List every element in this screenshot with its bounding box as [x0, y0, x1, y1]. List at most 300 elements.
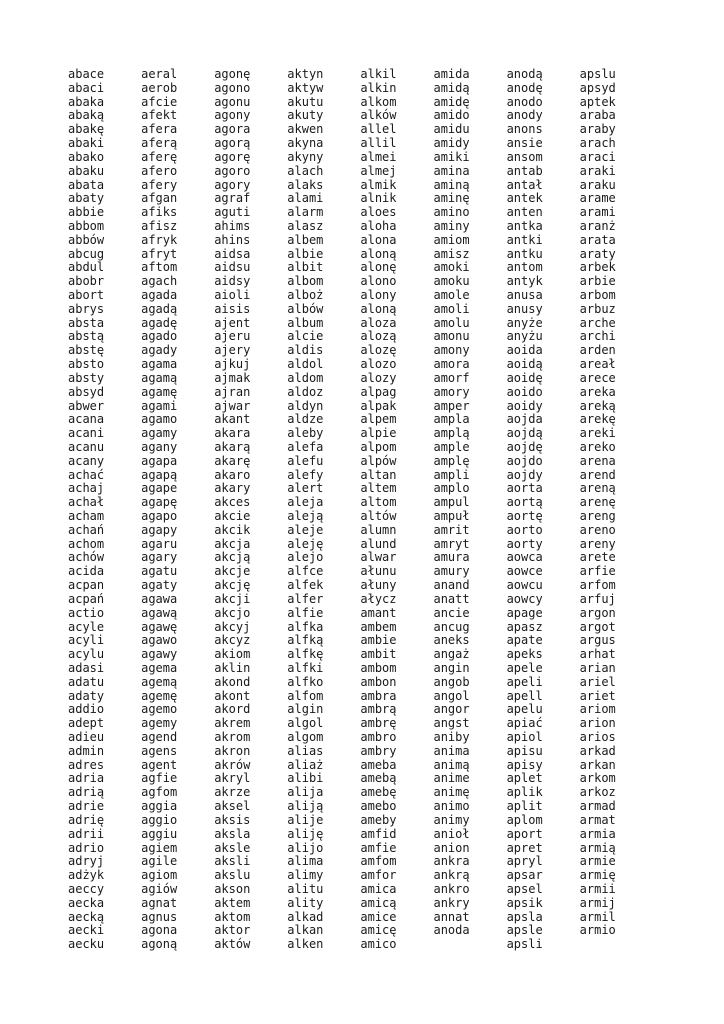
word-entry: alozą	[360, 329, 397, 344]
word-entry: abdul	[68, 260, 105, 275]
word-entry: akaro	[214, 467, 251, 482]
word-entry: amole	[433, 288, 470, 302]
word-entry: arfuj	[579, 591, 616, 606]
word-entry: amant	[360, 605, 397, 620]
word-entry: agfie	[141, 771, 178, 786]
word-entry: aloha	[360, 218, 397, 233]
word-entry: araty	[579, 246, 616, 261]
word-entry: acpań	[68, 591, 105, 606]
word-entry: alias	[287, 743, 324, 758]
word-entry: aktom	[214, 909, 251, 924]
word-entry: alfko	[287, 674, 324, 689]
word-entry: alaks	[287, 177, 324, 192]
word-entry: abakę	[68, 122, 105, 137]
word-entry: alono	[360, 274, 397, 289]
word-entry: ameba	[360, 757, 397, 772]
word-entry: altem	[360, 481, 397, 496]
word-entry: antom	[506, 260, 543, 275]
word-entry: apsle	[506, 923, 543, 938]
word-entry: amico	[360, 937, 397, 952]
word-entry: agany	[141, 439, 178, 454]
word-entry: acylu	[68, 647, 105, 662]
word-entry: achać	[68, 467, 105, 482]
word-entry: agado	[141, 329, 178, 344]
word-entry: akrem	[214, 716, 251, 731]
word-entry: agawę	[141, 619, 178, 634]
word-entry: alpów	[360, 453, 397, 468]
word-entry: abrys	[68, 301, 105, 316]
word-column	[580, 68, 653, 952]
word-entry: ality	[287, 895, 324, 910]
word-entry: aidsa	[214, 246, 251, 261]
word-entry: amiom	[433, 232, 470, 247]
word-entry: afgan	[141, 191, 178, 206]
word-entry: akuty	[287, 108, 324, 123]
word-entry: antab	[506, 163, 543, 178]
word-entry: agend	[141, 730, 178, 744]
word-entry: arkan	[579, 757, 616, 772]
word-entry: amicę	[360, 923, 397, 938]
word-entry: aksla	[214, 826, 251, 841]
word-entry: apage	[506, 605, 543, 620]
word-entry: acham	[68, 509, 105, 523]
word-entry: agaty	[141, 578, 178, 593]
word-entry: achów	[68, 550, 105, 565]
word-column	[141, 68, 214, 952]
word-entry: anusa	[506, 288, 543, 302]
word-entry: agema	[141, 660, 178, 675]
word-entry: amina	[433, 163, 470, 178]
word-entry: aranż	[579, 218, 616, 233]
word-entry: altan	[360, 467, 397, 482]
word-entry: aloza	[360, 315, 397, 330]
word-entry: aktem	[214, 895, 251, 910]
word-entry: akron	[214, 743, 251, 758]
word-entry: alijo	[287, 840, 324, 855]
word-entry: agona	[141, 923, 178, 938]
word-entry: arbie	[579, 274, 616, 289]
word-entry: akyny	[287, 149, 324, 164]
word-entry: agamy	[141, 426, 178, 441]
word-entry: armię	[579, 868, 616, 883]
word-entry: amora	[433, 357, 470, 372]
word-entry: areka	[579, 384, 616, 399]
word-entry: araby	[579, 122, 616, 137]
word-entry: anyże	[506, 315, 543, 330]
word-entry: agadę	[141, 315, 178, 330]
word-entry: alumn	[360, 522, 397, 537]
word-entry: akcyz	[214, 633, 251, 648]
word-entry: adżyk	[68, 868, 105, 883]
word-entry: algol	[287, 716, 324, 731]
word-entry: aplit	[506, 799, 543, 814]
word-entry: aktyn	[287, 67, 324, 81]
word-entry: alpem	[360, 412, 397, 427]
word-entry: abbie	[68, 205, 105, 220]
word-entry: akarę	[214, 453, 251, 468]
word-entry: agnat	[141, 895, 178, 910]
word-entry: amoli	[433, 301, 470, 316]
word-entry: arena	[579, 453, 616, 468]
word-entry: ajwar	[214, 398, 251, 413]
word-entry: alefa	[287, 439, 324, 454]
word-entry: alach	[287, 163, 324, 178]
word-entry: afryt	[141, 246, 178, 261]
word-entry: achań	[68, 522, 105, 537]
word-entry: amrit	[433, 522, 470, 537]
word-entry: alkan	[287, 923, 324, 938]
word-entry: adatu	[68, 674, 105, 689]
word-entry: aleję	[287, 536, 324, 551]
word-entry: anodę	[506, 80, 543, 95]
word-entry: agiem	[141, 840, 178, 855]
word-entry: alfek	[287, 578, 324, 593]
word-entry: ambrę	[360, 716, 397, 731]
word-entry: arach	[579, 136, 616, 151]
word-entry: aminą	[433, 177, 470, 192]
word-entry: amidu	[433, 122, 470, 137]
word-entry: algom	[287, 730, 324, 744]
word-column	[360, 68, 433, 952]
word-entry: aksli	[214, 854, 251, 869]
word-entry: alfie	[287, 605, 324, 620]
word-entry: anatt	[433, 591, 470, 606]
word-entry: angor	[433, 702, 470, 717]
word-entry: aminy	[433, 218, 470, 233]
word-entry: arkom	[579, 771, 616, 786]
word-column	[287, 68, 360, 952]
word-list-grid	[68, 68, 653, 952]
word-entry: areno	[579, 522, 616, 537]
word-entry: akutu	[287, 94, 324, 109]
word-entry: agawo	[141, 633, 178, 648]
word-entry: agonu	[214, 94, 251, 109]
word-entry: alasz	[287, 218, 324, 233]
word-entry: adrię	[68, 812, 105, 827]
word-entry: aptek	[579, 94, 616, 109]
word-entry: apsyd	[579, 80, 616, 95]
word-entry: aminę	[433, 191, 470, 206]
word-entry: apiol	[506, 730, 543, 744]
word-entry: absta	[68, 315, 105, 330]
word-entry: ambom	[360, 660, 397, 675]
word-entry: argon	[579, 605, 616, 620]
word-entry: apiać	[506, 716, 543, 731]
word-entry: apell	[506, 688, 543, 703]
word-entry: admin	[68, 743, 105, 758]
word-entry: acyle	[68, 619, 105, 634]
word-entry: amidy	[433, 136, 470, 151]
word-entry: aojdę	[506, 439, 543, 454]
word-entry: areał	[579, 357, 616, 372]
word-entry: abace	[68, 67, 105, 81]
word-entry: amfor	[360, 868, 397, 883]
word-entry: amida	[433, 67, 470, 81]
word-entry: amoki	[433, 260, 470, 275]
word-entry: aleja	[287, 495, 324, 510]
word-entry: amory	[433, 384, 470, 399]
word-entry: apelu	[506, 702, 543, 717]
word-entry: adrii	[68, 826, 105, 841]
word-entry: agoro	[214, 163, 251, 178]
word-entry: anodo	[506, 94, 543, 109]
word-entry: antka	[506, 218, 543, 233]
word-entry: alpom	[360, 439, 397, 454]
word-entry: armii	[579, 881, 616, 896]
word-entry: anodą	[506, 67, 543, 81]
word-entry: arami	[579, 205, 616, 220]
word-entry: ambro	[360, 730, 397, 744]
word-entry: afero	[141, 163, 178, 178]
word-entry: apisu	[506, 743, 543, 758]
word-entry: aftom	[141, 260, 178, 275]
word-entry: aport	[506, 826, 543, 841]
word-entry: agami	[141, 398, 178, 413]
word-entry: amino	[433, 205, 470, 220]
word-entry: aowce	[506, 564, 543, 579]
word-entry: abaku	[68, 163, 105, 178]
word-entry: alonę	[360, 260, 397, 275]
word-entry: areną	[579, 481, 616, 496]
word-entry: arbom	[579, 288, 616, 302]
word-entry: afcie	[141, 94, 178, 109]
word-entry: alkom	[360, 94, 397, 109]
word-entry: armią	[579, 840, 616, 855]
word-entry: akrom	[214, 730, 251, 744]
word-entry: alpag	[360, 384, 397, 399]
word-entry: akrów	[214, 757, 251, 772]
word-entry: agapę	[141, 495, 178, 510]
word-entry: aksle	[214, 840, 251, 855]
word-entry: aojdo	[506, 453, 543, 468]
word-entry: afery	[141, 177, 178, 192]
word-entry: anten	[506, 205, 543, 220]
word-entry: amony	[433, 343, 470, 358]
word-entry: albów	[287, 301, 324, 316]
word-entry: abwer	[68, 398, 105, 413]
word-column	[214, 68, 287, 952]
word-entry: anoda	[433, 923, 470, 938]
word-entry: alije	[287, 812, 324, 827]
word-entry: abbów	[68, 232, 105, 247]
word-entry: adaty	[68, 688, 105, 703]
word-entry: aidsu	[214, 260, 251, 275]
word-entry: armia	[579, 826, 616, 841]
word-entry: ałycz	[360, 591, 397, 606]
word-entry: alkin	[360, 80, 397, 95]
word-entry: apate	[506, 633, 543, 648]
word-entry: abaci	[68, 80, 105, 95]
word-entry: akcją	[214, 550, 251, 565]
word-entry: arata	[579, 232, 616, 247]
word-entry: apryl	[506, 854, 543, 869]
word-entry: agorę	[214, 149, 251, 164]
word-entry: angaż	[433, 647, 470, 662]
word-entry: agama	[141, 357, 178, 372]
word-entry: ajent	[214, 315, 251, 330]
word-entry: aecku	[68, 937, 105, 952]
word-entry: anons	[506, 122, 543, 137]
word-entry: ameby	[360, 812, 397, 827]
word-entry: areny	[579, 536, 616, 551]
word-entry: alibi	[287, 771, 324, 786]
word-entry: anand	[433, 578, 470, 593]
word-entry: arkoz	[579, 785, 616, 800]
word-entry: amebą	[360, 771, 397, 786]
word-entry: abaty	[68, 191, 105, 206]
word-entry: ajmak	[214, 370, 251, 385]
word-entry: akcji	[214, 591, 251, 606]
word-entry: agary	[141, 550, 178, 565]
word-entry: aniby	[433, 730, 470, 744]
word-entry: aoido	[506, 384, 543, 399]
word-entry: agnus	[141, 909, 178, 924]
word-entry: almik	[360, 177, 397, 192]
word-entry: anion	[433, 840, 470, 855]
word-entry: ancug	[433, 619, 470, 634]
word-entry: aloną	[360, 301, 397, 316]
word-entry: absto	[68, 357, 105, 372]
word-entry: abstę	[68, 343, 105, 358]
word-entry: afera	[141, 122, 178, 137]
word-entry: akarą	[214, 439, 251, 454]
word-entry: alima	[287, 854, 324, 869]
word-entry: aneks	[433, 633, 470, 648]
word-entry: acyli	[68, 633, 105, 648]
word-entry: alozo	[360, 357, 397, 372]
word-entry: aferę	[141, 149, 178, 164]
word-entry: ahins	[214, 232, 251, 247]
word-entry: aloną	[360, 246, 397, 261]
word-entry: amplę	[433, 453, 470, 468]
word-entry: antał	[506, 177, 543, 192]
word-entry: aggia	[141, 799, 178, 814]
word-entry: adria	[68, 771, 105, 786]
word-entry: apsel	[506, 881, 543, 896]
word-entry: alefu	[287, 453, 324, 468]
word-entry: ampuł	[433, 509, 470, 523]
word-entry: areng	[579, 509, 616, 523]
word-entry: ansie	[506, 136, 543, 151]
word-entry: alkad	[287, 909, 324, 924]
word-entry: agape	[141, 481, 178, 496]
word-entry: alpie	[360, 426, 397, 441]
word-entry: armij	[579, 895, 616, 910]
word-entry: absyd	[68, 384, 105, 399]
word-entry: apeks	[506, 647, 543, 662]
word-entry: alert	[287, 481, 324, 496]
word-entry: achał	[68, 495, 105, 510]
word-entry: aldze	[287, 412, 324, 427]
word-entry: amebo	[360, 799, 397, 814]
word-entry: amfid	[360, 826, 397, 841]
word-entry: anioł	[433, 826, 470, 841]
word-entry: agoną	[141, 937, 178, 952]
word-entry: aecka	[68, 895, 105, 910]
word-entry: amryt	[433, 536, 470, 551]
word-entry: aoidą	[506, 357, 543, 372]
word-entry: alwar	[360, 550, 397, 565]
word-entry: araci	[579, 149, 616, 164]
word-entry: animo	[433, 799, 470, 814]
word-entry: adrią	[68, 785, 105, 800]
word-entry: ambit	[360, 647, 397, 662]
word-entry: almej	[360, 163, 397, 178]
word-entry: amice	[360, 909, 397, 924]
word-entry: akont	[214, 688, 251, 703]
word-entry: aleje	[287, 522, 324, 537]
word-entry: alken	[287, 937, 324, 952]
word-entry: agony	[214, 108, 251, 123]
word-entry: animy	[433, 812, 470, 827]
word-entry: alków	[360, 108, 397, 123]
word-entry: abaka	[68, 94, 105, 109]
word-entry: akcyj	[214, 619, 251, 634]
word-entry: ambie	[360, 633, 397, 648]
word-entry: ambra	[360, 688, 397, 703]
word-entry: angst	[433, 716, 470, 731]
word-entry: arios	[579, 730, 616, 744]
word-entry: aerob	[141, 80, 178, 95]
word-entry: aioli	[214, 288, 251, 302]
word-entry: agens	[141, 743, 178, 758]
word-entry: agemę	[141, 688, 178, 703]
word-entry: agraf	[214, 191, 251, 206]
word-entry: aojda	[506, 412, 543, 427]
word-entry: alpak	[360, 398, 397, 413]
word-entry: achaj	[68, 481, 105, 496]
word-entry: ambrą	[360, 702, 397, 717]
word-entry: ambem	[360, 619, 397, 634]
word-entry: amisz	[433, 246, 470, 261]
word-entry: araku	[579, 177, 616, 192]
word-entry: antek	[506, 191, 543, 206]
word-entry: agach	[141, 274, 178, 289]
word-entry: akary	[214, 481, 251, 496]
word-entry: amido	[433, 108, 470, 123]
word-entry: addio	[68, 702, 105, 717]
word-entry: anime	[433, 771, 470, 786]
word-entry: agorą	[214, 136, 251, 151]
word-entry: amorf	[433, 370, 470, 385]
word-entry: acani	[68, 426, 105, 441]
word-entry: abaką	[68, 108, 105, 123]
word-entry: alitu	[287, 881, 324, 896]
word-entry: agapą	[141, 467, 178, 482]
word-entry: abako	[68, 149, 105, 164]
word-entry: aorto	[506, 522, 543, 537]
word-entry: almei	[360, 149, 397, 164]
word-entry: alfer	[287, 591, 324, 606]
word-entry: albie	[287, 246, 324, 261]
word-entry: abcug	[68, 246, 105, 261]
word-entry: amplą	[433, 426, 470, 441]
word-entry: amiki	[433, 149, 470, 164]
word-entry: aliją	[287, 799, 324, 814]
word-entry: arhat	[579, 647, 616, 662]
word-entry: akyna	[287, 136, 324, 151]
word-entry: angol	[433, 688, 470, 703]
word-entry: acany	[68, 453, 105, 468]
word-entry: alfką	[287, 633, 324, 648]
word-entry: adryj	[68, 854, 105, 869]
word-entry: aktyw	[287, 80, 324, 95]
word-entry: anusy	[506, 301, 543, 316]
word-entry: alona	[360, 232, 397, 247]
word-entry: amfom	[360, 854, 397, 869]
word-entry: aoidy	[506, 398, 543, 413]
word-entry: archi	[579, 329, 616, 344]
